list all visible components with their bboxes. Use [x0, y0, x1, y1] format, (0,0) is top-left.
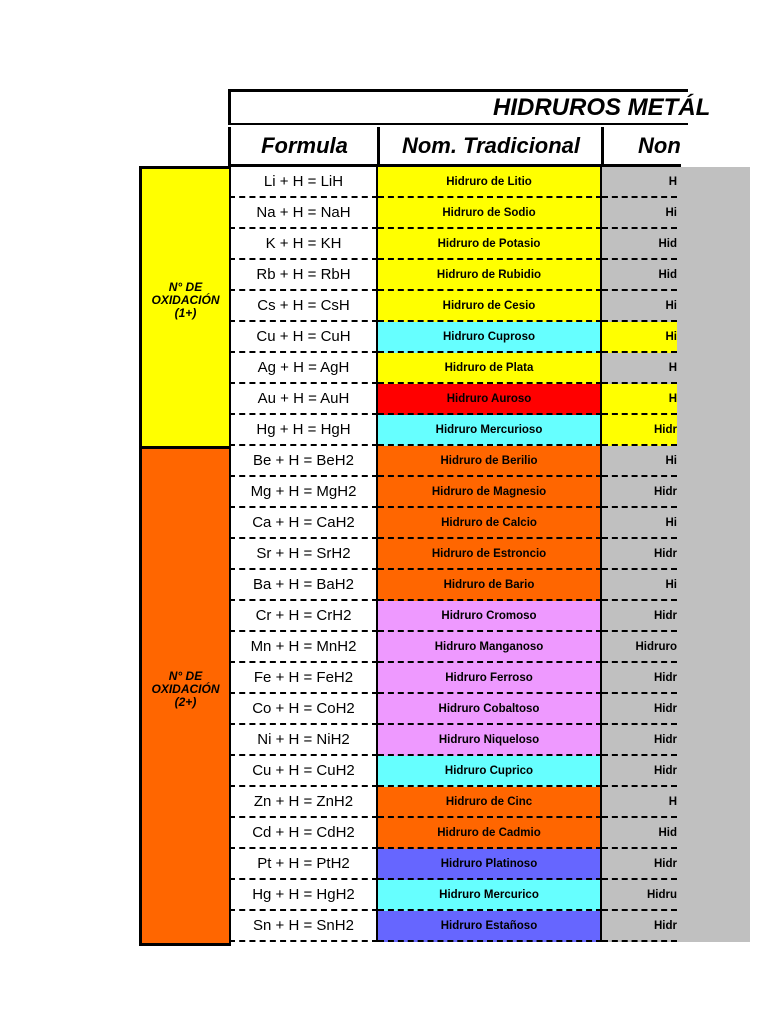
- formula-cell[interactable]: Mn + H = MnH2: [229, 632, 378, 663]
- table-row: [229, 446, 677, 477]
- nomenclature-cell[interactable]: Hidr: [602, 694, 677, 725]
- formula-cell[interactable]: Li + H = LiH: [229, 167, 378, 198]
- table-row: [229, 756, 677, 787]
- traditional-name-cell[interactable]: Hidruro de Potasio: [378, 229, 602, 260]
- table-row: [229, 787, 677, 818]
- table-row: [229, 415, 677, 446]
- nomenclature-cell[interactable]: Hidr: [602, 601, 677, 632]
- table-row: [229, 229, 677, 260]
- header-nomenclature[interactable]: Non: [601, 127, 681, 167]
- table-row: [229, 694, 677, 725]
- group-label: N° DE OXIDACIÓN (1+): [151, 280, 220, 320]
- nomenclature-cell[interactable]: Hidruro: [602, 632, 677, 663]
- formula-cell[interactable]: Sn + H = SnH2: [229, 911, 378, 942]
- nomenclature-cell[interactable]: Hid: [602, 229, 677, 260]
- formula-cell[interactable]: Pt + H = PtH2: [229, 849, 378, 880]
- group-oxidation-1[interactable]: [139, 166, 231, 449]
- nomenclature-cell[interactable]: Hidr: [602, 725, 677, 756]
- table-row: [229, 260, 677, 291]
- nomenclature-cell[interactable]: Hidr: [602, 477, 677, 508]
- table-row: [229, 818, 677, 849]
- formula-cell[interactable]: Co + H = CoH2: [229, 694, 378, 725]
- nomenclature-cell[interactable]: Hid: [602, 260, 677, 291]
- nomenclature-cell[interactable]: Hi: [602, 446, 677, 477]
- formula-cell[interactable]: Fe + H = FeH2: [229, 663, 378, 694]
- traditional-name-cell[interactable]: Hidruro de Calcio: [378, 508, 602, 539]
- nomenclature-cell[interactable]: Hi: [602, 198, 677, 229]
- formula-cell[interactable]: Hg + H = HgH2: [229, 880, 378, 911]
- table-row: [229, 353, 677, 384]
- table-row: [229, 539, 677, 570]
- title-cell[interactable]: [228, 89, 711, 125]
- table-row: [229, 632, 677, 663]
- nomenclature-cell[interactable]: Hi: [602, 322, 677, 353]
- formula-cell[interactable]: Sr + H = SrH2: [229, 539, 378, 570]
- traditional-name-cell[interactable]: Hidruro Ferroso: [378, 663, 602, 694]
- traditional-name-cell[interactable]: Hidruro de Plata: [378, 353, 602, 384]
- traditional-name-cell[interactable]: Hidruro Cuprico: [378, 756, 602, 787]
- table-row: [229, 911, 677, 942]
- formula-cell[interactable]: Ni + H = NiH2: [229, 725, 378, 756]
- formula-cell[interactable]: Hg + H = HgH: [229, 415, 378, 446]
- page-title: HIDRUROS METÁL: [493, 94, 711, 121]
- traditional-name-cell[interactable]: Hidruro Mercurico: [378, 880, 602, 911]
- formula-cell[interactable]: Ba + H = BaH2: [229, 570, 378, 601]
- traditional-name-cell[interactable]: Hidruro Cuproso: [378, 322, 602, 353]
- nomenclature-cell[interactable]: Hid: [602, 818, 677, 849]
- nomenclature-cell[interactable]: Hidr: [602, 911, 677, 942]
- formula-cell[interactable]: Zn + H = ZnH2: [229, 787, 378, 818]
- table-row: [229, 570, 677, 601]
- nomenclature-cell[interactable]: Hidru: [602, 880, 677, 911]
- table-row: [229, 477, 677, 508]
- formula-cell[interactable]: Ca + H = CaH2: [229, 508, 378, 539]
- traditional-name-cell[interactable]: Hidruro Mercurioso: [378, 415, 602, 446]
- traditional-name-cell[interactable]: Hidruro Platinoso: [378, 849, 602, 880]
- grey-column-strip: [677, 167, 750, 942]
- traditional-name-cell[interactable]: Hidruro Auroso: [378, 384, 602, 415]
- traditional-name-cell[interactable]: Hidruro de Cadmio: [378, 818, 602, 849]
- formula-cell[interactable]: Rb + H = RbH: [229, 260, 378, 291]
- traditional-name-cell[interactable]: Hidruro Manganoso: [378, 632, 602, 663]
- nomenclature-cell[interactable]: H: [602, 787, 677, 818]
- table-row: [229, 725, 677, 756]
- group-oxidation-2[interactable]: [139, 446, 231, 946]
- traditional-name-cell[interactable]: Hidruro de Sodio: [378, 198, 602, 229]
- traditional-name-cell[interactable]: Hidruro Estañoso: [378, 911, 602, 942]
- traditional-name-cell[interactable]: Hidruro de Berilio: [378, 446, 602, 477]
- nomenclature-cell[interactable]: Hi: [602, 570, 677, 601]
- formula-cell[interactable]: Cs + H = CsH: [229, 291, 378, 322]
- table-row: [229, 849, 677, 880]
- table-row: [229, 291, 677, 322]
- nomenclature-cell[interactable]: Hidr: [602, 539, 677, 570]
- traditional-name-cell[interactable]: Hidruro de Cinc: [378, 787, 602, 818]
- nomenclature-cell[interactable]: Hidr: [602, 415, 677, 446]
- nomenclature-cell[interactable]: H: [602, 384, 677, 415]
- formula-cell[interactable]: Au + H = AuH: [229, 384, 378, 415]
- formula-cell[interactable]: Mg + H = MgH2: [229, 477, 378, 508]
- table-row: [229, 167, 677, 198]
- nomenclature-cell[interactable]: Hi: [602, 291, 677, 322]
- table-row: [229, 508, 677, 539]
- traditional-name-cell[interactable]: Hidruro de Rubidio: [378, 260, 602, 291]
- traditional-name-cell[interactable]: Hidruro Cobaltoso: [378, 694, 602, 725]
- table-row: [229, 384, 677, 415]
- formula-cell[interactable]: Na + H = NaH: [229, 198, 378, 229]
- table-row: [229, 322, 677, 353]
- formula-cell[interactable]: Cu + H = CuH: [229, 322, 378, 353]
- traditional-name-cell[interactable]: Hidruro de Cesio: [378, 291, 602, 322]
- header-formula[interactable]: Formula: [228, 127, 378, 167]
- traditional-name-cell[interactable]: Hidruro Niqueloso: [378, 725, 602, 756]
- formula-cell[interactable]: Cu + H = CuH2: [229, 756, 378, 787]
- header-traditional[interactable]: Nom. Tradicional: [377, 127, 602, 167]
- traditional-name-cell[interactable]: Hidruro de Litio: [378, 167, 602, 198]
- traditional-name-cell[interactable]: Hidruro Cromoso: [378, 601, 602, 632]
- table-row: [229, 601, 677, 632]
- nomenclature-cell[interactable]: Hidr: [602, 849, 677, 880]
- nomenclature-cell[interactable]: Hi: [602, 508, 677, 539]
- formula-cell[interactable]: Ag + H = AgH: [229, 353, 378, 384]
- table-row: [229, 880, 677, 911]
- traditional-name-cell[interactable]: Hidruro de Magnesio: [378, 477, 602, 508]
- table-row: [229, 663, 677, 694]
- table-row: [229, 198, 677, 229]
- formula-cell[interactable]: Cd + H = CdH2: [229, 818, 378, 849]
- nomenclature-cell[interactable]: H: [602, 167, 677, 198]
- nomenclature-cell[interactable]: Hidr: [602, 663, 677, 694]
- traditional-name-cell[interactable]: Hidruro de Bario: [378, 570, 602, 601]
- formula-cell[interactable]: Be + H = BeH2: [229, 446, 378, 477]
- nomenclature-cell[interactable]: H: [602, 353, 677, 384]
- formula-cell[interactable]: K + H = KH: [229, 229, 378, 260]
- formula-cell[interactable]: Cr + H = CrH2: [229, 601, 378, 632]
- group-label: N° DE OXIDACIÓN (2+): [151, 668, 220, 709]
- traditional-name-cell[interactable]: Hidruro de Estroncio: [378, 539, 602, 570]
- nomenclature-cell[interactable]: Hidr: [602, 756, 677, 787]
